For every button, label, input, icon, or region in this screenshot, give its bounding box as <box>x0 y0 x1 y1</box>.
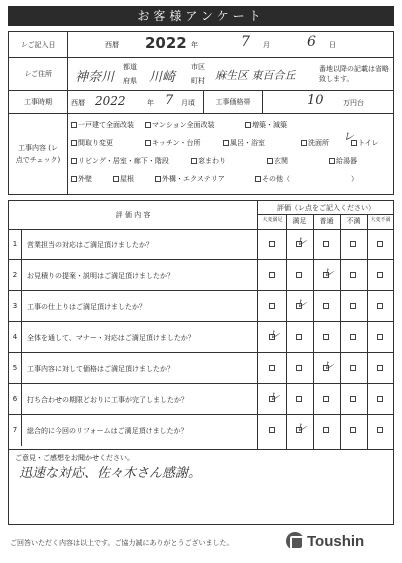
address-city-unit-bottom: 町村 <box>191 77 205 85</box>
work-option-label: 一戸建て全面改装 <box>78 121 134 129</box>
rating-checkbox[interactable] <box>269 241 275 247</box>
fill-date-label-cell <box>8 31 68 58</box>
rating-check-mark: レ <box>323 266 334 279</box>
work-period-label: 工事時期 <box>24 98 52 106</box>
question-row <box>9 291 393 322</box>
work-period-month-unit: 月頃 <box>181 99 195 107</box>
checkbox-icon[interactable] <box>267 158 273 164</box>
work-option[interactable] <box>351 174 358 184</box>
work-option-label: 窓まわり <box>198 157 226 165</box>
work-option[interactable] <box>145 138 201 148</box>
fill-date-day[interactable]: 6 <box>307 34 316 50</box>
address-prefecture[interactable]: 神奈川 <box>75 70 115 85</box>
address-city-unit-top: 市区 <box>191 63 205 71</box>
question-text: 工事内容に対して価格はご満足頂けましたか？ <box>27 365 174 373</box>
work-option-label: 外構・エクステリア <box>162 175 225 183</box>
work-option-label: 屋根 <box>120 175 134 183</box>
rating-checkbox[interactable] <box>350 396 356 402</box>
checkbox-icon[interactable] <box>145 140 151 146</box>
work-period-label-cell <box>8 90 68 114</box>
work-option[interactable] <box>223 138 265 148</box>
scale-label: 大変満足 <box>262 217 283 223</box>
rating-checkbox[interactable] <box>377 396 383 402</box>
checkbox-icon[interactable] <box>245 122 251 128</box>
work-period-era: 西暦 <box>71 99 85 107</box>
checkbox-icon[interactable] <box>71 122 77 128</box>
work-option-label: 増築・減築 <box>252 121 287 129</box>
work-option[interactable] <box>145 120 215 130</box>
evaluation-table <box>8 200 394 450</box>
address-ward[interactable]: 麻生区 東百合丘 <box>215 69 296 82</box>
work-option[interactable] <box>191 156 226 166</box>
rating-checkbox[interactable] <box>350 272 356 278</box>
rating-check-mark: レ <box>323 359 334 372</box>
rating-checkbox[interactable] <box>296 396 302 402</box>
house-logo-icon <box>286 532 304 550</box>
question-number: 4 <box>12 333 18 341</box>
evaluation-header-rating: 評価（レ点をご記入ください） <box>277 204 375 212</box>
question-number: 5 <box>12 364 18 372</box>
scale-label: 満足 <box>292 217 307 225</box>
divider <box>258 214 393 215</box>
work-option-label: 玄関 <box>274 157 288 165</box>
checkbox-icon[interactable] <box>113 176 119 182</box>
scale-label: 普通 <box>319 217 334 225</box>
price-unit: 万円台 <box>343 99 364 107</box>
work-option-label: 風呂・浴室 <box>230 139 265 147</box>
toilet-check-mark: レ <box>343 130 354 143</box>
work-option[interactable] <box>255 174 290 184</box>
survey-title: お客様アンケート <box>8 6 394 26</box>
rating-check-mark: レ <box>296 421 307 434</box>
rating-check-mark: レ <box>296 235 307 248</box>
fill-date-month[interactable]: 7 <box>241 34 250 50</box>
rating-checkbox[interactable] <box>323 303 329 309</box>
rating-checkbox[interactable] <box>323 334 329 340</box>
work-option-label: キッチン・台所 <box>152 139 201 147</box>
address-note: 番地以降の記載は省略致します。 <box>319 65 389 83</box>
rating-checkbox[interactable] <box>350 303 356 309</box>
comments-box <box>8 449 394 525</box>
rating-checkbox[interactable] <box>269 272 275 278</box>
work-period-row <box>8 90 394 114</box>
question-number: 6 <box>12 395 18 403</box>
fill-date-year[interactable]: 2022 <box>145 34 187 52</box>
checkbox-icon[interactable] <box>71 158 77 164</box>
fill-date-label: ご記入日 <box>27 40 56 49</box>
question-text: 総合的に今回のリフォームはご満足頂けましたか？ <box>27 427 188 435</box>
work-option[interactable] <box>267 156 288 166</box>
rating-checkbox[interactable] <box>377 303 383 309</box>
price-label-cell <box>203 90 263 114</box>
rating-checkbox[interactable] <box>323 396 329 402</box>
fill-date-month-unit: 月 <box>263 41 270 49</box>
work-option[interactable] <box>113 174 134 184</box>
question-row <box>9 260 393 291</box>
rating-checkbox[interactable] <box>350 365 356 371</box>
work-option-label: 給湯器 <box>336 157 357 165</box>
question-text: お見積りの提案・説明はご満足頂けましたか？ <box>27 272 174 280</box>
brand-logo <box>286 532 364 550</box>
work-option-label: マンション全面改装 <box>152 121 215 129</box>
checkbox-icon[interactable] <box>191 158 197 164</box>
fill-date-era: 西暦 <box>105 41 119 49</box>
question-number: 7 <box>12 426 18 434</box>
work-option-label: その他（ <box>262 175 290 183</box>
address-pref-unit-bottom: 府県 <box>123 77 137 85</box>
work-option[interactable] <box>301 138 329 148</box>
fill-date-day-unit: 日 <box>329 41 336 49</box>
work-option-label: 洗面所 <box>308 139 329 147</box>
scale-label: 大変不満 <box>370 217 391 223</box>
checkbox-icon[interactable] <box>71 140 77 146</box>
question-row <box>9 322 393 353</box>
question-number: 3 <box>12 302 18 310</box>
work-option[interactable] <box>71 174 92 184</box>
rating-checkbox[interactable] <box>350 334 356 340</box>
work-content-label-cell <box>8 113 68 195</box>
work-option-label: 外壁 <box>78 175 92 183</box>
rating-checkbox[interactable] <box>377 334 383 340</box>
rating-checkbox[interactable] <box>269 427 275 433</box>
rating-checkbox[interactable] <box>296 334 302 340</box>
checkbox-icon[interactable] <box>145 122 151 128</box>
question-row <box>9 384 393 415</box>
checkbox-icon[interactable] <box>301 140 307 146</box>
address-pref-unit-top: 都道 <box>123 63 137 71</box>
question-row <box>9 415 393 446</box>
checkbox-icon[interactable] <box>329 158 335 164</box>
check-mark: レ <box>24 70 31 78</box>
comments-text[interactable]: 迅速な対応、佐々木さん感謝。 <box>19 466 202 481</box>
check-mark: レ <box>20 40 28 49</box>
work-period-year-unit: 年 <box>147 99 154 107</box>
question-row <box>9 229 393 260</box>
work-period-year[interactable]: 2022 <box>95 94 126 108</box>
rating-check-mark: レ <box>296 297 307 310</box>
work-option[interactable] <box>245 120 287 130</box>
work-option-label: ） <box>351 175 358 183</box>
rating-checkbox[interactable] <box>350 427 356 433</box>
rating-checkbox[interactable] <box>296 365 302 371</box>
work-option[interactable] <box>351 138 379 148</box>
work-option-label: リビング・居室・廊下・階段 <box>78 157 169 165</box>
rating-checkbox[interactable] <box>269 303 275 309</box>
work-option[interactable] <box>155 174 225 184</box>
fill-date-row <box>8 31 394 58</box>
rating-checkbox[interactable] <box>377 365 383 371</box>
address-label: ご住所 <box>31 70 52 78</box>
rating-checkbox[interactable] <box>377 272 383 278</box>
footer-thanks: ご回答いただく内容は以上です。ご協力誠にありがとうございました。 <box>10 539 234 547</box>
address-city[interactable]: 川崎 <box>149 70 176 85</box>
rating-checkbox[interactable] <box>323 241 329 247</box>
comments-label: ご意見・ご感想をお聞かせください。 <box>15 454 134 462</box>
work-option-label: 間取り変更 <box>78 139 113 147</box>
scale-label: 不満 <box>346 217 361 225</box>
evaluation-header-content: 評 価 内 容 <box>115 211 151 219</box>
question-row <box>9 353 393 384</box>
checkbox-icon[interactable] <box>223 140 229 146</box>
rating-check-mark: レ <box>269 390 280 403</box>
price-label: 工事価格帯 <box>215 98 251 106</box>
address-label-cell <box>8 57 68 91</box>
work-period-month[interactable]: 7 <box>165 93 174 108</box>
rating-checkbox[interactable] <box>377 241 383 247</box>
work-option[interactable] <box>329 156 357 166</box>
checkbox-icon[interactable] <box>255 176 261 182</box>
rating-checkbox[interactable] <box>269 365 275 371</box>
work-content-row <box>8 113 394 195</box>
question-text: 打ち合わせの期限どおりに工事が完了しましたか？ <box>27 396 188 404</box>
brand-name: Toushin <box>307 532 365 550</box>
rating-checkbox[interactable] <box>377 427 383 433</box>
rating-checkbox[interactable] <box>350 241 356 247</box>
address-row <box>8 57 394 91</box>
question-number: 1 <box>12 240 18 248</box>
checkbox-icon[interactable] <box>71 176 77 182</box>
work-option[interactable] <box>71 138 113 148</box>
question-text: 営業担当の対応はご満足頂けましたか？ <box>27 241 153 249</box>
question-text: 工事の仕上りはご満足頂けましたか？ <box>27 303 146 311</box>
fill-date-year-unit: 年 <box>191 41 198 49</box>
work-option-label: トイレ <box>358 139 379 147</box>
checkbox-icon[interactable] <box>155 176 161 182</box>
work-option[interactable] <box>71 120 134 130</box>
rating-check-mark: レ <box>269 328 280 341</box>
question-text: 全体を通して、マナー・対応はご満足頂けましたか？ <box>27 334 195 342</box>
question-number: 2 <box>12 271 18 279</box>
rating-checkbox[interactable] <box>323 427 329 433</box>
rating-checkbox[interactable] <box>296 272 302 278</box>
work-content-label: 工事内容 (レ点でチェック) <box>15 144 61 164</box>
work-option[interactable] <box>71 156 169 166</box>
price-value[interactable]: 10 <box>307 93 324 108</box>
